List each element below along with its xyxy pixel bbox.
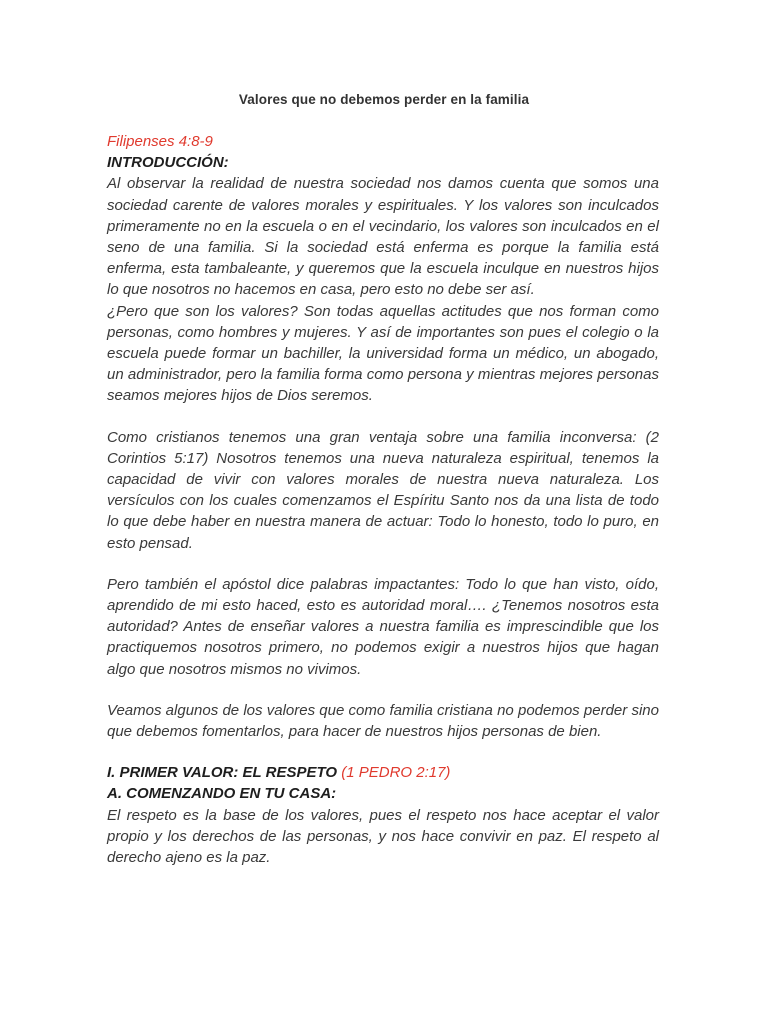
intro-heading: INTRODUCCIÓN:: [107, 154, 229, 172]
section1-reference: (1 PEDRO 2:17): [341, 764, 451, 782]
paragraph-intro-2: ¿Pero que son los valores? Son todas aquellas actitudes que nos forman como personas, como hombres y mujeres. Y así de importantes son pues el colegio o la escuela puede formar un bachiller, la universidad forma un médico, un abogado, un administrador, pero la familia forma como persona y mientras mejores personas seamos mejores hijos de Dios seremos.: [107, 302, 659, 405]
section-heading-line: [107, 762, 659, 783]
paragraph-authority: Pero también el apóstol dice palabras impactantes: Todo lo que han visto, oído, aprendido de mi esto haced, esto es autoridad moral…. ¿Tenemos nosotros esta autoridad? Antes de enseñar valores a nuestra familia es imprescindible que los practiquemos nosotros primero, no podemos exigir a nuestros hijos que hagan algo que nosotros mismos no vivimos.: [107, 575, 659, 678]
paragraph-spacer: [107, 680, 659, 700]
paragraph-spacer: [107, 407, 659, 427]
paragraph-respect: El respeto es la base de los valores, pues el respeto nos hace aceptar el valor propio y los derechos de las personas, y nos hace convivir en paz. El respeto al derecho ajeno es la paz.: [107, 806, 659, 867]
paragraph-spacer: [107, 554, 659, 574]
paragraph-spacer: [107, 742, 659, 762]
document-title: Valores que no debemos perder en la familia: [238, 92, 530, 107]
section1-heading: I. PRIMER VALOR: EL RESPETO: [107, 764, 338, 782]
paragraph-values-intro: Veamos algunos de los valores que como familia cristiana no podemos perder sino que debemos fomentarlos, para hacer de nuestros hijos personas de bien.: [107, 701, 659, 741]
document-body: [107, 131, 659, 868]
paragraph-advantage: Como cristianos tenemos una gran ventaja sobre una familia inconversa: (2 Corintios 5:17) Nosotros tenemos una nueva naturaleza espiritual, tenemos la capacidad de vivir con valores morales de nuestra nueva naturaleza. Los versículos con los cuales comenzamos el Espíritu Santo nos da una lista de todo lo que debe haber en nuestra manera de actuar: Todo lo honesto, todo lo puro, en esto pensad.: [107, 428, 659, 552]
paragraph-intro-1: Al observar la realidad de nuestra sociedad nos damos cuenta que somos una sociedad carente de valores morales y espirituales. Y los valores son inculcados primeramente no en la escuela o en el vecindario, los valores son inculcados en el seno de una familia. Si la sociedad está enferma es porque la familia está enferma, esta tambaleante, y queremos que la escuela inculque en nuestros hijos lo que nosotros no hacemos en casa, pero esto no debe ser así.: [107, 175, 659, 299]
bible-reference: Filipenses 4:8-9: [107, 133, 213, 150]
subsection-a-heading: A. COMENZANDO EN TU CASA:: [107, 785, 337, 803]
